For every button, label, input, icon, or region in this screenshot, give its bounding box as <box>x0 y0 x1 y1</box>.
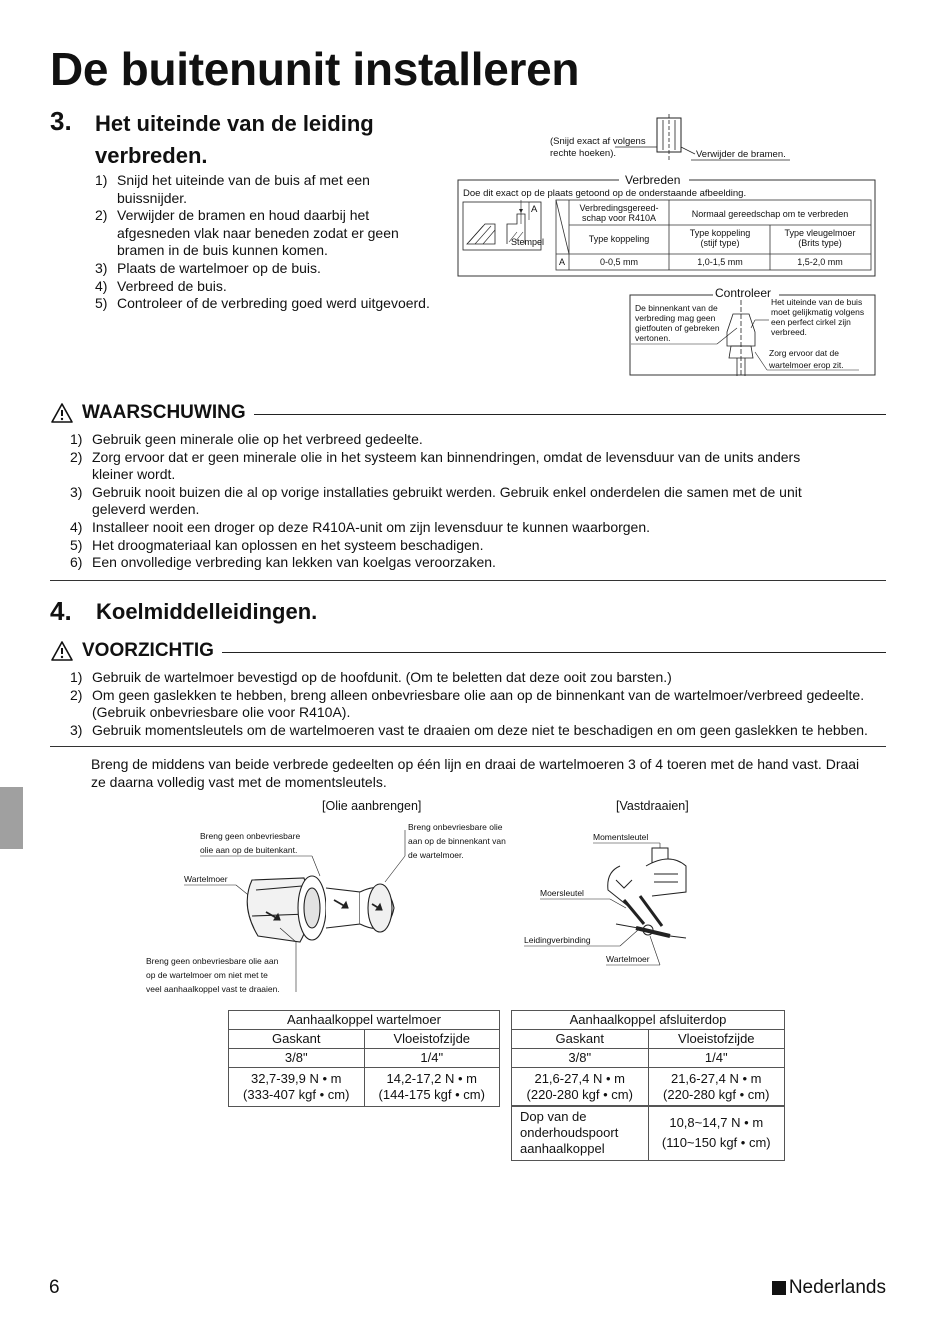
leidingverbinding-label: Leidingverbinding <box>524 935 591 945</box>
dim-a-label: A <box>531 204 538 215</box>
caution-item-number: 2) <box>70 686 83 703</box>
controleer-right-top-text <box>771 297 864 337</box>
section-3-step-item-number: 1) <box>95 172 108 188</box>
svg-text:vertonen.: vertonen. <box>635 333 671 343</box>
svg-text:Zorg ervoor dat de: Zorg ervoor dat de <box>769 348 839 358</box>
torque-table-service-port <box>511 1105 785 1161</box>
oil-outside-2: olie aan op de buitenkant. <box>200 845 298 855</box>
tighten-wartelmoer-label: Wartelmoer <box>606 954 650 964</box>
stempel-label: Stempel <box>511 237 545 247</box>
oil-inside-1: Breng onbevriesbare olie <box>408 822 503 832</box>
table-row-value-1: 0-0,5 mm <box>599 257 639 267</box>
momentsleutel-label: Momentsleutel <box>593 832 649 842</box>
warning-item <box>70 519 886 537</box>
table-sub2-line2: (stijf type) <box>700 238 740 248</box>
tightening-figure <box>520 796 720 972</box>
section-3-step-item-text: buissnijder. <box>117 189 188 206</box>
section-3-step-item-text: afgesneden vlak naar beneden zodat er geen <box>117 224 399 241</box>
torque-table-1-header-gas: Gaskant <box>229 1030 365 1049</box>
table-sub1: Type koppeling <box>588 234 650 244</box>
section-3-number: 3. <box>50 106 72 136</box>
torque-table-2-title: Aanhaalkoppel afsluiterdop <box>512 1011 785 1030</box>
warning-item-text: geleverd werden. <box>92 501 200 518</box>
controleer-title: Controleer <box>715 286 772 300</box>
caution-header-rule <box>222 652 886 653</box>
torque-table-valve-cap <box>511 1010 785 1107</box>
section-3-step-item-text: Verbreed de buis. <box>117 277 227 294</box>
controleer-left-text <box>635 303 720 343</box>
warning-item <box>70 431 886 449</box>
oil-figure-title: [Olie aanbrengen] <box>322 799 422 813</box>
caution-item <box>70 669 890 687</box>
cut-label-1: (Snijd exact af volgens <box>550 136 646 147</box>
oil-outside-1: Breng geen onbevriesbare <box>200 831 301 841</box>
flare-figure <box>455 114 885 384</box>
table-sub3-line1: Type vleugelmoer <box>784 228 856 238</box>
warning-item-text: Installeer nooit een droger op deze R410A-unit om zijn levensduur te kunnen waarborgen. <box>92 518 651 535</box>
section-3-step-item <box>95 260 455 278</box>
oil-inside-2: aan op de binnenkant van <box>408 836 506 846</box>
torque-table-3-label: Dop van de onderhoudspoort aanhaalkoppel <box>512 1106 649 1161</box>
caution-item-text: Gebruik de wartelmoer bevestigd op de hoofdunit. (Om te beletten dat deze ooit zou barsten.) <box>92 669 672 685</box>
torque-table-1-size-gas: 3/8" <box>229 1049 365 1068</box>
warning-item <box>70 537 886 555</box>
oil-wartelmoer-label: Wartelmoer <box>184 874 228 884</box>
caution-list <box>70 669 890 739</box>
section-3-step-item-text: Verwijder de bramen en houd daarbij het <box>117 207 370 224</box>
warning-item <box>70 484 886 519</box>
section-3-step-item <box>95 172 455 207</box>
warning-label: WAARSCHUWING <box>82 402 246 423</box>
burr-label: Verwijder de bramen. <box>696 149 786 160</box>
flare-figure-graphic <box>455 114 885 384</box>
section-3-title-line-2: verbreden. <box>95 143 208 168</box>
torque-table-2-value-liquid: 21,6-27,4 N • m (220-280 kgf • cm) <box>648 1068 785 1107</box>
warning-item <box>70 449 886 484</box>
section-3-title-line-1: Het uiteinde van de leiding <box>95 111 374 136</box>
warning-item-text: Gebruik geen minerale olie op het verbreed gedeelte. <box>92 431 423 447</box>
caution-item-number: 3) <box>70 721 83 738</box>
torque-table-2-size-gas: 3/8" <box>512 1049 649 1068</box>
table-col1-line2: schap voor R410A <box>581 213 657 223</box>
caution-item-text: (Gebruik onbevriesbare olie voor R410A). <box>92 704 351 721</box>
tighten-figure-title: [Vastdraaien] <box>616 799 689 813</box>
warning-item-number: 2) <box>70 448 83 465</box>
caution-item-number: 1) <box>70 669 83 685</box>
language-text: Nederlands <box>788 1277 886 1298</box>
warning-item-number: 3) <box>70 483 83 500</box>
caution-item <box>70 722 890 740</box>
warning-header <box>50 402 886 424</box>
caution-label: VOORZICHTIG <box>82 640 214 661</box>
warning-item-text: Het droogmateriaal kan oplossen en het systeem beschadigen. <box>92 536 484 553</box>
oil-bottom-3: veel aanhaalkoppel vast te draaien. <box>146 984 280 994</box>
caution-triangle-icon <box>50 640 74 662</box>
svg-text:verbreding mag geen: verbreding mag geen <box>635 313 716 323</box>
verbreden-note: Doe dit exact op de plaats getoond op de onderstaande afbeelding. <box>463 188 747 199</box>
warning-end-rule <box>50 580 886 581</box>
table-sub2-line1: Type koppeling <box>689 228 751 238</box>
section-3-step-item-text: bramen in de buis kunnen komen. <box>117 242 328 259</box>
controleer-right-bottom-text <box>768 348 844 370</box>
svg-text:verbreed.: verbreed. <box>771 327 807 337</box>
section-3-step-item-number: 2) <box>95 207 108 224</box>
warning-item-number: 4) <box>70 518 83 535</box>
section-3-step-item-number: 5) <box>95 295 108 312</box>
page-number: 6 <box>49 1277 60 1298</box>
section-4-number: 4. <box>50 596 72 626</box>
table-col1-line1: Verbredingsgereed- <box>579 203 659 213</box>
section-3-steps <box>95 172 455 313</box>
warning-item-number: 1) <box>70 431 83 447</box>
section-3-step-item <box>95 295 455 313</box>
section-3-step-item-number: 4) <box>95 277 108 294</box>
oil-bottom-2: op de wartelmoer om niet met te <box>146 970 268 980</box>
warning-item <box>70 554 886 572</box>
svg-text:De binnenkant van de: De binnenkant van de <box>635 303 718 313</box>
svg-text:een perfect cirkel zijn: een perfect cirkel zijn <box>771 317 851 327</box>
torque-table-3-value: 10,8~14,7 N • m (110~150 kgf • cm) <box>648 1106 785 1161</box>
warning-item-number: 6) <box>70 554 83 571</box>
torque-table-2-header-liquid: Vloeistofzijde <box>648 1030 785 1049</box>
caution-item-text: Om geen gaslekken te hebben, breng alleen onbevriesbare olie aan op de binnenkant van de wartelmoer/verbreed gedeelte. <box>92 686 865 703</box>
table-row-value-3: 1,5-2,0 mm <box>797 257 843 267</box>
warning-triangle-icon <box>50 402 74 424</box>
warning-item-text: kleiner wordt. <box>92 466 176 483</box>
torque-table-1-header-liquid: Vloeistofzijde <box>364 1030 500 1049</box>
warning-item-text: Gebruik nooit buizen die al op vorige installaties gebruikt werden. Gebruik enkel onderdelen die samen met de unit <box>92 483 802 500</box>
table-sub3-line2: (Brits type) <box>798 238 842 248</box>
instruction-paragraph <box>91 756 891 791</box>
chapter-side-tab <box>0 787 23 849</box>
oil-application-figure <box>140 796 530 1002</box>
moersleutel-label: Moersleutel <box>540 888 584 898</box>
torque-table-flare-nut <box>228 1010 500 1107</box>
instruction-line-1: Breng de middens van beide verbrede gedeelten op één lijn en draai de wartelmoeren 3 of 4 toeren met de hand vast. Draai <box>91 756 860 772</box>
section-3-step-item-text: Controleer of de verbreding goed werd uitgevoerd. <box>117 295 430 312</box>
instruction-line-2: ze daarna volledig vast met de momentsleutels. <box>91 773 387 790</box>
torque-table-2-header-gas: Gaskant <box>512 1030 649 1049</box>
caution-end-rule <box>50 746 886 747</box>
svg-text:moet gelijkmatig volgens: moet gelijkmatig volgens <box>771 307 865 317</box>
section-4-title: Koelmiddelleidingen. <box>96 599 318 624</box>
torque-table-1-title: Aanhaalkoppel wartelmoer <box>229 1011 500 1030</box>
language-label <box>772 1277 886 1299</box>
caution-header <box>50 640 886 662</box>
torque-table-1-value-liquid: 14,2-17,2 N • m (144-175 kgf • cm) <box>364 1068 500 1107</box>
table-row-label: A <box>559 257 566 267</box>
torque-table-2-size-liquid: 1/4" <box>648 1049 785 1068</box>
flare-check-illustration <box>727 300 755 376</box>
section-3-step-item <box>95 207 455 260</box>
section-3-step-item-text: Plaats de wartelmoer op de buis. <box>117 259 321 276</box>
warning-header-rule <box>254 414 886 415</box>
warning-item-text: Een onvolledige verbreding kan lekken van koelgas veroorzaken. <box>92 554 496 571</box>
table-col2-header: Normaal gereedschap om te verbreden <box>691 209 849 219</box>
section-3-title <box>95 108 374 172</box>
oil-inside-3: de wartelmoer. <box>408 850 464 860</box>
oil-application-graphic <box>140 796 530 1002</box>
svg-text:wartelmoer erop zit.: wartelmoer erop zit. <box>769 360 844 370</box>
torque-table-2-value-gas: 21,6-27,4 N • m (220-280 kgf • cm) <box>512 1068 649 1107</box>
tightening-graphic <box>520 796 720 972</box>
oil-bottom-1: Breng geen onbevriesbare olie aan <box>146 956 279 966</box>
cut-label-2: rechte hoeken). <box>550 148 617 159</box>
section-3-step-item-number: 3) <box>95 259 108 276</box>
warning-list <box>70 431 886 572</box>
section-3-step-item-text: Snijd het uiteinde van de buis af met een <box>117 172 370 188</box>
page-title: De buitenunit installeren <box>50 43 580 95</box>
flare-nut-illustration <box>247 876 394 942</box>
warning-item-number: 5) <box>70 536 83 553</box>
caution-item <box>70 687 890 722</box>
svg-text:gietfouten of gebreken: gietfouten of gebreken <box>635 323 720 333</box>
torque-table-1-size-liquid: 1/4" <box>364 1049 500 1068</box>
language-square-icon <box>772 1281 786 1295</box>
warning-item-text: Zorg ervoor dat er geen minerale olie in het systeem kan binnendringen, omdat de levensduur van de units anders <box>92 448 801 465</box>
torque-table-1-value-gas: 32,7-39,9 N • m (333-407 kgf • cm) <box>229 1068 365 1107</box>
verbreden-title: Verbreden <box>625 173 681 187</box>
table-row-value-2: 1,0-1,5 mm <box>697 257 743 267</box>
wrench-hands-illustration <box>608 848 686 938</box>
svg-text:Het uiteinde van de buis: Het uiteinde van de buis <box>771 297 863 307</box>
caution-item-text: Gebruik momentsleutels om de wartelmoeren vast te draaien om deze niet te beschadigen en om geen gaslekken te hebben. <box>92 721 868 738</box>
section-3-step-item <box>95 278 455 296</box>
